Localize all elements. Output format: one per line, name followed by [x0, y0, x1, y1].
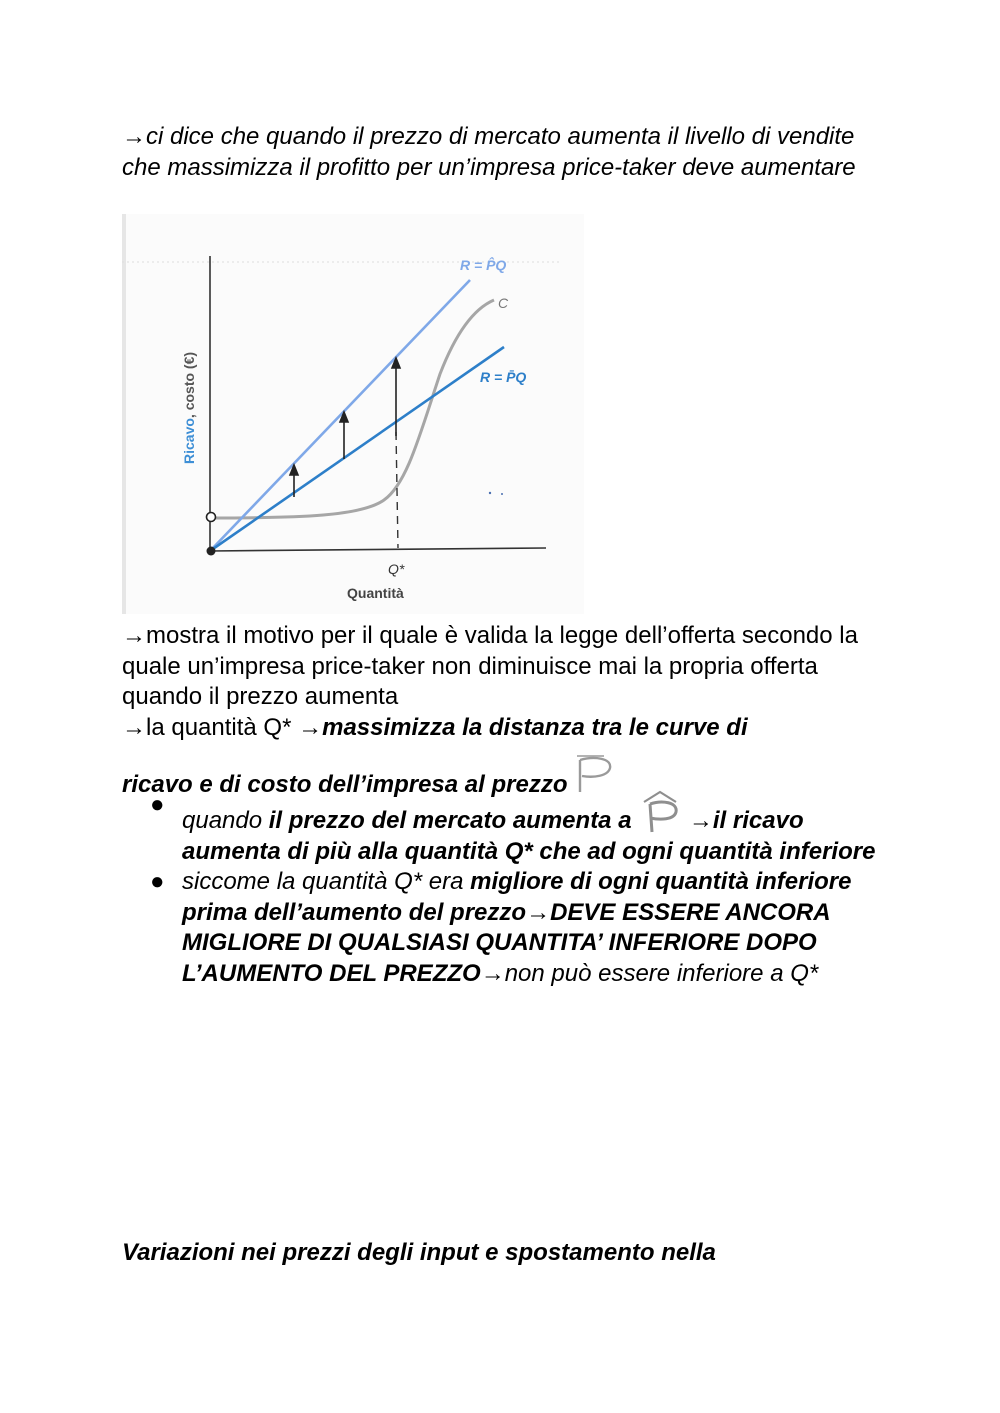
- x-axis-label: Quantità: [347, 585, 404, 601]
- section-heading: Variazioni nei prezzi degli input e spostamento nella: [122, 1239, 716, 1266]
- bullet-2-italic-after: →non può essere inferiore a Q*: [480, 959, 819, 987]
- price-hat-symbol-icon: [638, 790, 682, 834]
- q-star-prefix: →la quantità Q* →: [122, 714, 323, 741]
- label-revenue-low: R = P̄Q: [480, 369, 527, 385]
- label-revenue-high: R = P̂Q: [460, 257, 507, 273]
- list-item: [150, 790, 890, 867]
- y-axis-label-text: [181, 352, 197, 464]
- scan-speck: [489, 492, 491, 494]
- y-axis-label-rest: , costo (€): [181, 351, 197, 419]
- origin-point: [207, 547, 216, 556]
- list-item: [150, 867, 890, 989]
- q-star-bold: massimizza la distanza tra le curve di: [322, 714, 748, 741]
- label-cost: C: [498, 295, 509, 311]
- revenue-cost-chart: [122, 214, 584, 614]
- bullet-dot: ●: [150, 791, 165, 818]
- bullet-1-bold: il prezzo del mercato aumenta a: [268, 807, 632, 834]
- bullet-1-italic: quando: [182, 807, 269, 834]
- bullet-1-bold-after: →il ricavo aumenta di più alla quantità Q* che ad ogni quantità inferiore: [182, 807, 876, 865]
- price-bold: ricavo e di costo dell’impresa al prezzo: [122, 771, 568, 798]
- intro-paragraph: →ci dice che quando il prezzo di mercato aumenta il livello di vendite che massimizza il profitto per un’impresa price-taker deve aumentare: [122, 123, 856, 181]
- bullet-2-italic: siccome la quantità Q* era: [182, 868, 471, 895]
- fixed-cost-point: [207, 513, 216, 522]
- scan-edge: [122, 214, 126, 614]
- scan-speck: [501, 493, 503, 495]
- label-q-star: Q*: [388, 561, 405, 577]
- q-star-paragraph: [122, 713, 882, 744]
- law-of-supply-paragraph: →mostra il motivo per il quale è valida la legge dell’offerta secondo la quale un’impresa price-taker non diminuisce mai la propria offerta quando il prezzo aumenta: [122, 622, 858, 710]
- price-bar-symbol-icon: [574, 754, 616, 794]
- y-axis-label-colored: Ricavo: [181, 418, 197, 464]
- revenue-cost-figure: [122, 214, 584, 614]
- y-axis-label: [181, 352, 197, 464]
- bullet-2-bold: migliore di ogni quantità inferiore prima dell’aumento del prezzo→DEVE ESSERE ANCORA MIGLIORE DI QUALSIASI QUANTITA’ INFERIORE DOPO L’AUMENTO DEL PREZZO: [182, 868, 852, 987]
- bullet-list: [150, 790, 890, 989]
- bullet-dot: ●: [150, 868, 165, 895]
